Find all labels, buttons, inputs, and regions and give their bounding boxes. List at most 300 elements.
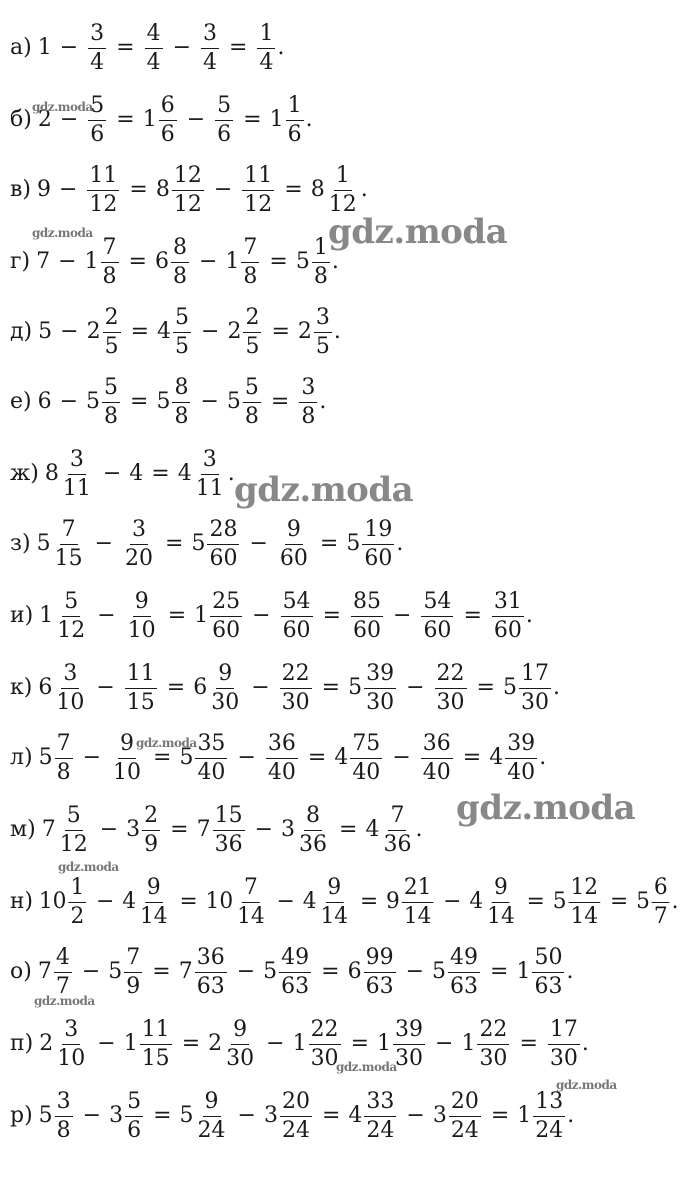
numerator: 1 (68, 874, 86, 903)
numerator: 36 (421, 730, 453, 759)
denominator: 40 (422, 759, 451, 785)
numerator: 11 (140, 1016, 172, 1045)
operator: − (392, 745, 411, 770)
operator: − (405, 959, 425, 984)
number: 5 (226, 389, 241, 414)
fraction (421, 730, 453, 786)
number: . (525, 603, 533, 628)
operator: − (97, 1031, 116, 1056)
fraction (101, 234, 119, 290)
operator: − (200, 389, 219, 414)
number: 4 (177, 461, 192, 486)
number: 4 (489, 745, 504, 770)
operator: − (252, 603, 271, 628)
watermark: gdz.moda (556, 1078, 617, 1092)
denominator: 63 (365, 973, 394, 999)
equation-row (10, 12, 284, 84)
fraction (281, 588, 313, 644)
denominator: 14 (570, 903, 599, 929)
numerator: 39 (393, 1016, 425, 1045)
number: . (331, 249, 339, 274)
operator: = (463, 603, 482, 628)
operator: = (350, 1031, 369, 1056)
item-label: е) (10, 389, 32, 414)
denominator: 12 (173, 191, 202, 217)
fraction (195, 730, 227, 786)
operator: − (96, 889, 115, 914)
denominator: 8 (102, 263, 117, 289)
number: 5 (179, 745, 194, 770)
numerator: 3 (88, 20, 106, 49)
fraction (215, 92, 233, 148)
operator: − (58, 177, 78, 202)
operator: − (82, 745, 101, 770)
number: 9 (36, 177, 51, 202)
fraction (286, 92, 304, 148)
numerator: 17 (519, 660, 551, 689)
watermark: gdz.moda (336, 1060, 397, 1074)
denominator: 10 (57, 1045, 86, 1071)
numerator: 1 (286, 92, 304, 121)
fraction (280, 1088, 312, 1144)
number: 4 (469, 889, 484, 914)
denominator: 8 (301, 403, 316, 429)
operator: − (249, 531, 268, 556)
numerator: 3 (55, 1088, 73, 1117)
fraction (58, 802, 90, 858)
operator: − (97, 603, 116, 628)
numerator: 9 (285, 516, 303, 545)
numerator: 22 (309, 1016, 341, 1045)
fraction (492, 588, 524, 644)
denominator: 60 (209, 545, 238, 571)
denominator: 7 (653, 903, 668, 929)
numerator: 5 (215, 92, 233, 121)
numerator: 9 (145, 874, 163, 903)
fraction (87, 162, 119, 218)
watermark: gdz.moda (34, 994, 95, 1008)
operator: = (462, 745, 482, 770)
item-label: г) (10, 249, 31, 274)
numerator: 2 (103, 304, 121, 333)
operator: − (81, 959, 101, 984)
denominator: 24 (366, 1117, 395, 1143)
operator: = (129, 177, 148, 202)
fraction (327, 162, 359, 218)
number: 5 (36, 531, 51, 556)
number: 5 (108, 959, 123, 984)
denominator: 63 (281, 973, 310, 999)
fraction (299, 374, 317, 430)
denominator: 8 (313, 263, 328, 289)
numerator: 11 (87, 162, 119, 191)
number: 2 (297, 319, 312, 344)
number: 4 (348, 1103, 363, 1128)
number: . (415, 817, 423, 842)
item-label: и) (10, 603, 34, 628)
operator: − (59, 35, 79, 60)
numerator: 17 (548, 1016, 580, 1045)
operator: − (393, 603, 412, 628)
operator: = (166, 675, 186, 700)
denominator: 60 (279, 545, 308, 571)
numerator: 22 (280, 660, 312, 689)
fraction (103, 304, 121, 360)
denominator: 30 (281, 689, 310, 715)
numerator: 5 (102, 374, 120, 403)
number: 6 (154, 249, 169, 274)
operator: = (339, 817, 358, 842)
denominator: 4 (90, 49, 105, 75)
numerator: 19 (362, 516, 394, 545)
operator: − (60, 319, 79, 344)
operator: − (237, 1103, 256, 1128)
numerator: 8 (304, 802, 322, 831)
number: 3 (281, 817, 296, 842)
denominator: 8 (243, 263, 258, 289)
operator: − (201, 319, 220, 344)
operator: − (198, 249, 218, 274)
number: 3 (432, 1103, 447, 1128)
fraction (172, 162, 204, 218)
operator: = (165, 531, 184, 556)
number: 10 (205, 889, 234, 914)
fraction (381, 802, 413, 858)
numerator: 3 (68, 446, 86, 475)
numerator: 6 (159, 92, 177, 121)
denominator: 9 (144, 831, 159, 857)
number: 1 (461, 1031, 476, 1056)
denominator: 14 (139, 903, 168, 929)
fraction (172, 374, 190, 430)
numerator: 20 (280, 1088, 312, 1117)
operator: = (322, 603, 341, 628)
denominator: 4 (146, 49, 161, 75)
item-label: в) (10, 177, 31, 202)
fraction (351, 588, 383, 644)
operator: = (170, 817, 189, 842)
denominator: 14 (403, 903, 432, 929)
numerator: 50 (532, 944, 564, 973)
fraction (55, 1088, 73, 1144)
operator: = (321, 1103, 341, 1128)
number: 5 (38, 319, 53, 344)
denominator: 2 (70, 903, 85, 929)
equation-row (10, 84, 313, 156)
denominator: 30 (436, 689, 465, 715)
fraction (477, 1016, 509, 1072)
number: . (277, 35, 285, 60)
watermark: gdz.moda (32, 226, 93, 240)
denominator: 5 (104, 333, 119, 359)
number: 7 (36, 249, 51, 274)
fraction (224, 1016, 256, 1072)
number: . (552, 675, 560, 700)
operator: = (179, 889, 198, 914)
number: 8 (310, 177, 325, 202)
number: . (360, 177, 368, 202)
fraction (123, 516, 155, 572)
denominator: 30 (226, 1045, 255, 1071)
numerator: 31 (492, 588, 524, 617)
denominator: 40 (197, 759, 226, 785)
numerator: 39 (505, 730, 537, 759)
item-label: м) (10, 817, 36, 842)
number: 7 (178, 959, 193, 984)
number: 10 (38, 889, 67, 914)
item-label: л) (10, 745, 33, 770)
operator: − (443, 889, 462, 914)
numerator: 33 (364, 1088, 396, 1117)
operator: − (251, 675, 270, 700)
operator: = (243, 107, 262, 132)
fraction (54, 660, 86, 716)
operator: = (284, 177, 303, 202)
denominator: 30 (395, 1045, 423, 1071)
number: 5 (38, 1103, 53, 1128)
equation-row (10, 1080, 574, 1152)
item-label: п) (10, 1031, 34, 1056)
item-label: з) (10, 531, 31, 556)
fraction (124, 944, 142, 1000)
number: 8 (44, 461, 59, 486)
numerator: 7 (241, 234, 259, 263)
denominator: 30 (479, 1045, 508, 1071)
denominator: 60 (364, 545, 393, 571)
number: . (319, 389, 327, 414)
denominator: 60 (423, 617, 452, 643)
fraction (314, 304, 332, 360)
fraction (53, 516, 85, 572)
denominator: 10 (127, 617, 156, 643)
equation-row (10, 296, 341, 368)
number: 1 (39, 603, 54, 628)
number: 6 (37, 389, 52, 414)
number: . (227, 461, 235, 486)
numerator: 49 (279, 944, 311, 973)
fraction (55, 1016, 87, 1072)
fraction (138, 874, 170, 930)
operator: − (237, 745, 256, 770)
denominator: 11 (62, 475, 91, 501)
denominator: 30 (549, 1045, 578, 1071)
number: 5 (552, 889, 567, 914)
number: 3 (263, 1103, 278, 1128)
denominator: 14 (487, 903, 515, 929)
fraction (364, 1088, 396, 1144)
numerator: 28 (207, 516, 239, 545)
fraction (242, 162, 274, 218)
numerator: 9 (118, 730, 136, 759)
operator: − (82, 1103, 102, 1128)
number: 5 (636, 889, 650, 914)
operator: = (152, 959, 171, 984)
operator: = (181, 1031, 201, 1056)
fraction (196, 1088, 228, 1144)
numerator: 4 (145, 20, 163, 49)
denominator: 63 (196, 973, 225, 999)
denominator: 9 (126, 973, 141, 999)
number: 2 (39, 1031, 54, 1056)
number: 7 (196, 817, 211, 842)
fraction (350, 730, 382, 786)
fraction (519, 660, 551, 716)
numerator: 7 (124, 944, 142, 973)
fraction (243, 374, 261, 430)
denominator: 8 (56, 1117, 71, 1143)
operator: = (130, 389, 149, 414)
fraction (173, 304, 191, 360)
denominator: 6 (90, 121, 105, 147)
watermark: gdz.moda (234, 470, 414, 510)
numerator: 11 (125, 660, 157, 689)
equation-row (10, 508, 403, 580)
denominator: 60 (353, 617, 381, 643)
denominator: 63 (450, 973, 479, 999)
item-label: н) (10, 889, 33, 914)
fraction (533, 1088, 565, 1144)
fraction (435, 660, 467, 716)
denominator: 24 (535, 1117, 564, 1143)
numerator: 7 (388, 802, 406, 831)
operator: = (270, 389, 290, 414)
number: 1 (194, 603, 209, 628)
numerator: 7 (101, 234, 119, 263)
denominator: 4 (203, 49, 218, 75)
numerator: 9 (133, 588, 151, 617)
numerator: 1 (257, 20, 275, 49)
numerator: 5 (62, 588, 80, 617)
number: . (305, 107, 313, 132)
watermark: gdz.moda (32, 100, 93, 114)
fraction (102, 374, 120, 430)
operator: − (172, 35, 192, 60)
numerator: 54 (281, 588, 313, 617)
number: 1 (225, 249, 240, 274)
operator: − (102, 461, 122, 486)
fraction (364, 944, 396, 1000)
numerator: 3 (299, 374, 317, 403)
fraction (652, 874, 670, 930)
operator: − (96, 675, 115, 700)
number: 1 (37, 35, 52, 60)
fraction (140, 1016, 172, 1072)
numerator: 6 (652, 874, 670, 903)
number: 2 (37, 107, 52, 132)
operator: = (319, 531, 339, 556)
number: 4 (129, 461, 144, 486)
numerator: 3 (201, 20, 219, 49)
numerator: 3 (201, 446, 219, 475)
fraction (159, 92, 177, 148)
operator: = (167, 603, 187, 628)
numerator: 5 (88, 92, 106, 121)
fraction (257, 20, 275, 76)
numerator: 49 (448, 944, 480, 973)
numerator: 9 (231, 1016, 249, 1045)
fraction (201, 20, 219, 76)
denominator: 12 (59, 831, 88, 857)
watermark: gdz.moda (58, 860, 119, 874)
numerator: 25 (210, 588, 242, 617)
equation-row (10, 794, 422, 866)
numerator: 85 (351, 588, 383, 617)
denominator: 30 (366, 689, 395, 715)
fraction (569, 874, 601, 930)
number: 1 (292, 1031, 307, 1056)
numerator: 22 (435, 660, 467, 689)
denominator: 20 (125, 545, 154, 571)
denominator: 40 (352, 759, 381, 785)
numerator: 2 (142, 802, 160, 831)
denominator: 14 (237, 903, 265, 929)
number: 1 (516, 959, 531, 984)
number: 3 (109, 1103, 124, 1128)
operator: = (153, 745, 172, 770)
operator: = (116, 107, 135, 132)
numerator: 4 (54, 944, 72, 973)
numerator: 7 (55, 730, 73, 759)
operator: = (116, 35, 135, 60)
fraction (402, 874, 434, 930)
fraction (194, 446, 226, 502)
numerator: 9 (216, 660, 234, 689)
fraction (55, 588, 87, 644)
fraction (125, 1088, 143, 1144)
denominator: 36 (299, 831, 328, 857)
fraction (485, 874, 517, 930)
fraction (318, 874, 350, 930)
denominator: 36 (214, 831, 243, 857)
number: 1 (517, 1103, 532, 1128)
number: . (396, 531, 404, 556)
fraction (209, 660, 241, 716)
operator: = (151, 461, 170, 486)
denominator: 12 (57, 617, 86, 643)
denominator: 30 (310, 1045, 339, 1071)
operator: = (609, 889, 629, 914)
numerator: 7 (60, 516, 78, 545)
denominator: 12 (328, 191, 357, 217)
fraction (364, 660, 396, 716)
fraction (279, 944, 311, 1000)
number: 1 (123, 1031, 138, 1056)
item-label: ж) (10, 461, 39, 486)
item-label: д) (10, 319, 33, 344)
fraction (505, 730, 537, 786)
denominator: 14 (320, 903, 349, 929)
fraction (142, 802, 160, 858)
numerator: 36 (195, 944, 227, 973)
denominator: 40 (267, 759, 296, 785)
watermark: gdz.moda (456, 788, 636, 828)
fraction (448, 944, 480, 1000)
numerator: 15 (213, 802, 245, 831)
numerator: 3 (130, 516, 148, 545)
number: 2 (86, 319, 101, 344)
numerator: 13 (533, 1088, 565, 1117)
fraction (241, 234, 259, 290)
fraction (171, 234, 189, 290)
equation-row (10, 866, 679, 938)
number: 8 (155, 177, 170, 202)
number: 4 (302, 889, 317, 914)
operator: = (526, 889, 545, 914)
operator: = (519, 1031, 538, 1056)
fraction (55, 730, 73, 786)
fraction (280, 660, 312, 716)
numerator: 7 (242, 874, 260, 903)
